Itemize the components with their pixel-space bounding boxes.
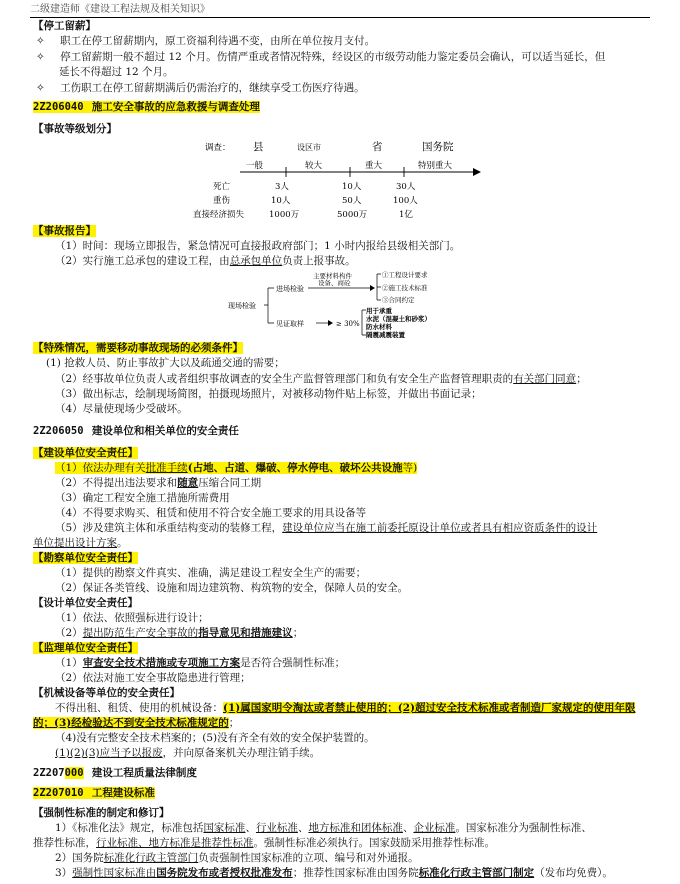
chapter-title: 建设工程质量法律制度 <box>91 767 197 779</box>
text: 。强制性标准必须执行。国家鼓励采用推荐性标准。 <box>253 837 495 849</box>
section-title: 建设单位和相关单位的安全责任 <box>91 425 239 437</box>
list-item <box>36 81 365 96</box>
text-bold-underlined: 国务院发布或者授权批准发布 <box>156 867 293 879</box>
sample-item-1: 用于承重 <box>366 307 392 315</box>
sample-ratio: ≥ 30% <box>336 320 360 328</box>
heading-text: 【勘察单位安全责任】 <box>33 552 138 564</box>
heading-stop-work: 【停工留薪】 <box>33 20 96 32</box>
inspect-main-material: 主要材料构件 <box>313 272 352 280</box>
paragraph-text: 工伤职工在停工留薪期满后仍需治疗的，继续享受工伤医疗待遇。 <box>60 82 365 94</box>
grade-larger: 较大 <box>305 161 323 171</box>
text-bold-underlined: 审查安全技术措施或专项施工方案 <box>82 657 241 669</box>
bracket-root <box>264 288 274 323</box>
inspect-equipment: 设备、商砼 <box>318 279 351 287</box>
row-label-injury: 重伤 <box>213 196 231 206</box>
heading-survey <box>33 551 138 566</box>
list-item <box>36 50 605 65</box>
value-loss-5000: 5000万 <box>337 210 368 220</box>
text-underlined: 强制性国家标准由 <box>72 867 157 879</box>
level-state-council: 国务院 <box>422 141 454 153</box>
bullet-icon: ✧ <box>36 35 45 47</box>
inspect-entry: 进场检验 <box>276 285 304 293</box>
text: （2） <box>55 627 83 639</box>
condition-2 <box>55 372 587 387</box>
design-item-2 <box>55 626 303 641</box>
text-underlined: 行业标准、地方标准是推荐性标准 <box>96 837 254 849</box>
requirement-3: ③合同约定 <box>382 296 415 304</box>
survey-label: 调查： <box>205 143 231 153</box>
heading-text: 【建设单位安全责任】 <box>33 447 138 459</box>
text-underlined: 标准化行政主管部门 <box>103 852 199 864</box>
heading-accident-report <box>33 224 96 239</box>
inspect-sample: 见证取样 <box>276 320 304 328</box>
heading-move-scene <box>33 341 243 356</box>
text-underlined: 批准手续 <box>145 462 188 474</box>
grade-especially-major: 特别重大 <box>418 161 453 171</box>
header-rule <box>30 17 650 18</box>
section-heading <box>33 100 260 115</box>
text: 、 <box>402 822 414 834</box>
sample-item-4: 隔震减震装置 <box>366 331 405 339</box>
chapter-number: 2Z207 <box>33 767 65 779</box>
supervision-item-2: （2）依法对施工安全事故隐患进行管理； <box>55 672 251 684</box>
owner-item-5-cont <box>33 536 128 551</box>
text-bold-underlined: 标准化行政主管部门制定 <box>418 867 535 879</box>
text-underlined: 随意 <box>177 477 199 489</box>
text-underlined: 国家标准 <box>203 822 246 834</box>
section-number: 2Z207010 <box>33 787 84 799</box>
standards-item-1-cont <box>33 836 495 851</box>
paragraph-text: 延长不得超过 12 个月。 <box>59 66 174 78</box>
list-item <box>36 34 375 49</box>
supervision-item-1 <box>55 656 345 671</box>
value-death-30: 30人 <box>396 182 416 192</box>
paragraph-text: 职工在停工留薪期内，原工资福利待遇不变，由所在单位按月支付。 <box>60 35 376 47</box>
standards-item-1 <box>55 821 592 836</box>
section-number: 2Z206040 <box>33 101 84 113</box>
value-loss-1yi: 1亿 <box>399 210 413 220</box>
text: ，并向原备案机关办理注销手续。 <box>162 747 321 759</box>
condition-4: （4）尽量使现场少受破坏。 <box>55 403 188 415</box>
text: （2）实行施工总承包的建设工程，由 <box>55 255 230 267</box>
survey-item-1: （1）提供的勘察文件真实、准确，满足建设工程安全生产的需要； <box>55 567 367 579</box>
machinery-item-1 <box>55 701 635 716</box>
heading-standards: 【强制性标准的制定和修订】 <box>33 807 170 819</box>
value-injury-10: 10人 <box>271 196 291 206</box>
heading-text: 【监理单位安全责任】 <box>33 642 138 654</box>
heading-text: 【特殊情况，需要移动事故现场的必须条件】 <box>33 342 243 354</box>
design-item-1: （1）依法、依照强标进行设计； <box>55 612 209 624</box>
text: ；推荐性国家标准由国务院 <box>292 867 419 879</box>
text: 。国家标准分为强制性标准、 <box>455 822 592 834</box>
paragraph-text: 停工留薪期一般不超过 12 个月。伤情严重或者情况特殊，经设区的市级劳动能力鉴定委员会确认，可以适当延长，但 <box>60 51 606 63</box>
heading-accident-grade: 【事故等级划分】 <box>33 123 117 135</box>
text: ； <box>292 627 304 639</box>
owner-item-3: （3）确定工程安全施工措施所需费用 <box>55 492 230 504</box>
text: 负责强制性国家标准的立项、编号和对外通报。 <box>198 852 419 864</box>
section-title: 工程建设标准 <box>91 787 155 799</box>
text: 等) <box>402 462 418 474</box>
bullet-icon: ✧ <box>36 82 45 94</box>
heading-machinery: 【机械设备等单位的安全责任】 <box>33 687 180 699</box>
value-death-10: 10人 <box>342 182 362 192</box>
report-item-1: （1）时间：现场立即报告，紧急情况可直接报政府部门；1 小时内报给县级相关部门。 <box>55 240 461 252</box>
grade-major: 重大 <box>365 161 383 171</box>
text: 负责上报事故。 <box>282 255 356 267</box>
grade-general: 一般 <box>246 161 264 171</box>
text: 压缩合同工期 <box>198 477 262 489</box>
value-injury-50: 50人 <box>342 196 362 206</box>
text-underlined: 企业标准 <box>413 822 456 834</box>
inspect-root: 现场检验 <box>228 302 256 310</box>
chapter-number-suffix: 000 <box>64 767 84 779</box>
text-underlined: 有关部门同意 <box>513 373 577 385</box>
text-underlined: 地方标准和团体标准 <box>308 822 403 834</box>
text-underlined: 建设单位应当在施工前委托原设计单位或者具有相应资质条件的设计 <box>282 522 598 534</box>
machinery-item-3 <box>55 746 320 761</box>
text: （5）涉及建筑主体和承重结构变动的装修工程， <box>55 522 283 534</box>
heading-design: 【设计单位安全责任】 <box>33 597 138 609</box>
machinery-item-1-cont <box>33 716 239 731</box>
text-bold: (占地、占道、爆破、停水停电、破坏公共设施 <box>187 462 403 474</box>
header-title: 二级建造师《建设工程法规及相关知识》 <box>30 4 210 15</box>
text-bold-underlined: 指导意见和措施建议 <box>198 627 293 639</box>
text: （2）经事故单位负责人或者组织事故调查的安全生产监督管理部门和负有安全生产监督管理职责的 <box>55 373 514 385</box>
section-heading <box>33 786 155 801</box>
accident-grade-diagram <box>193 136 505 221</box>
section-number: 2Z206050 <box>33 425 84 437</box>
text-underlined: 单位提出设计方案 <box>33 537 117 549</box>
bullet-icon: ✧ <box>36 51 45 63</box>
level-city: 设区市 <box>297 143 321 152</box>
requirement-2: ②施工技术标准 <box>382 284 428 292</box>
text: 、 <box>297 822 309 834</box>
level-county: 县 <box>253 141 264 153</box>
text: ； <box>576 373 587 385</box>
heading-supervision <box>33 641 138 656</box>
text-underlined: 行业标准 <box>255 822 298 834</box>
machinery-item-2: （4)没有完整安全技术档案的；(5)没有齐全有效的安全保护装置的。 <box>55 732 375 744</box>
value-injury-100: 100人 <box>393 196 418 206</box>
text: 、 <box>245 822 256 834</box>
text: （发布均免费）。 <box>534 867 613 879</box>
owner-item-4: （4）不得要求购买、租赁和使用不符合安全施工要求的用具设备等 <box>55 507 367 519</box>
section-title: 施工安全事故的应急救援与调查处理 <box>91 101 260 113</box>
text: 2）国务院 <box>55 852 104 864</box>
text: ； <box>228 717 240 729</box>
row-label-death: 死亡 <box>213 182 231 192</box>
sample-item-3: 防水材料 <box>366 323 392 331</box>
section-heading <box>33 424 239 439</box>
text-highlighted: 的；(3)经检验达不到安全技术标准规定的 <box>33 717 229 729</box>
sample-item-2: 水泥（混凝土和砂浆） <box>366 315 431 323</box>
owner-item-1 <box>55 461 417 476</box>
text: 3） <box>55 867 73 879</box>
condition-1: (1) 抢救人员、防止事故扩大以及疏通交通的需要； <box>46 357 285 369</box>
owner-item-5 <box>55 521 597 536</box>
standards-item-3 <box>55 866 613 881</box>
text: 不得出租、租赁、使用的机械设备： <box>55 702 223 714</box>
level-province: 省 <box>372 141 383 153</box>
text-underlined: 提出防范生产安全事故的 <box>82 627 199 639</box>
text-underlined: 总承包单位 <box>229 255 283 267</box>
row-label-loss: 直接经济损失 <box>193 210 245 220</box>
text: （2）不得提出违法要求和 <box>55 477 178 489</box>
text: （1） <box>55 657 83 669</box>
condition-3: （3）做出标志，绘制现场简图，拍摄现场照片，对被移动物件贴上标签，并做出书面记录； <box>55 388 482 400</box>
owner-item-2 <box>55 476 261 491</box>
arrow-icon <box>473 168 481 176</box>
site-inspection-diagram <box>228 268 488 340</box>
heading-owner <box>33 446 138 461</box>
survey-item-2: （2）保证各类管线、设施和周边建筑物、构筑物的安全，保障人员的安全。 <box>55 582 409 594</box>
value-loss-1000: 1000万 <box>269 210 300 220</box>
text: 推荐性标准， <box>33 837 96 849</box>
text-underlined: (1)(2)(3)应当予以报废 <box>55 747 163 759</box>
heading-text: 【事故报告】 <box>33 225 96 237</box>
value-death-3: 3人 <box>275 182 289 192</box>
requirement-1: ①工程设计要求 <box>382 271 428 279</box>
text: 是否符合强制性标准； <box>240 657 346 669</box>
standards-item-2 <box>55 851 419 866</box>
report-item-2 <box>55 254 356 269</box>
text: 。 <box>117 537 128 549</box>
text-highlighted: (1)属国家明令淘汰或者禁止使用的；(2)超过安全技术标准或者制造厂家规定的使用年限 <box>223 702 636 714</box>
chapter-heading <box>33 766 197 781</box>
text: （1）依法办理有关 <box>55 462 146 474</box>
text: 1）《标准化法》规定，标准包括 <box>55 822 204 834</box>
